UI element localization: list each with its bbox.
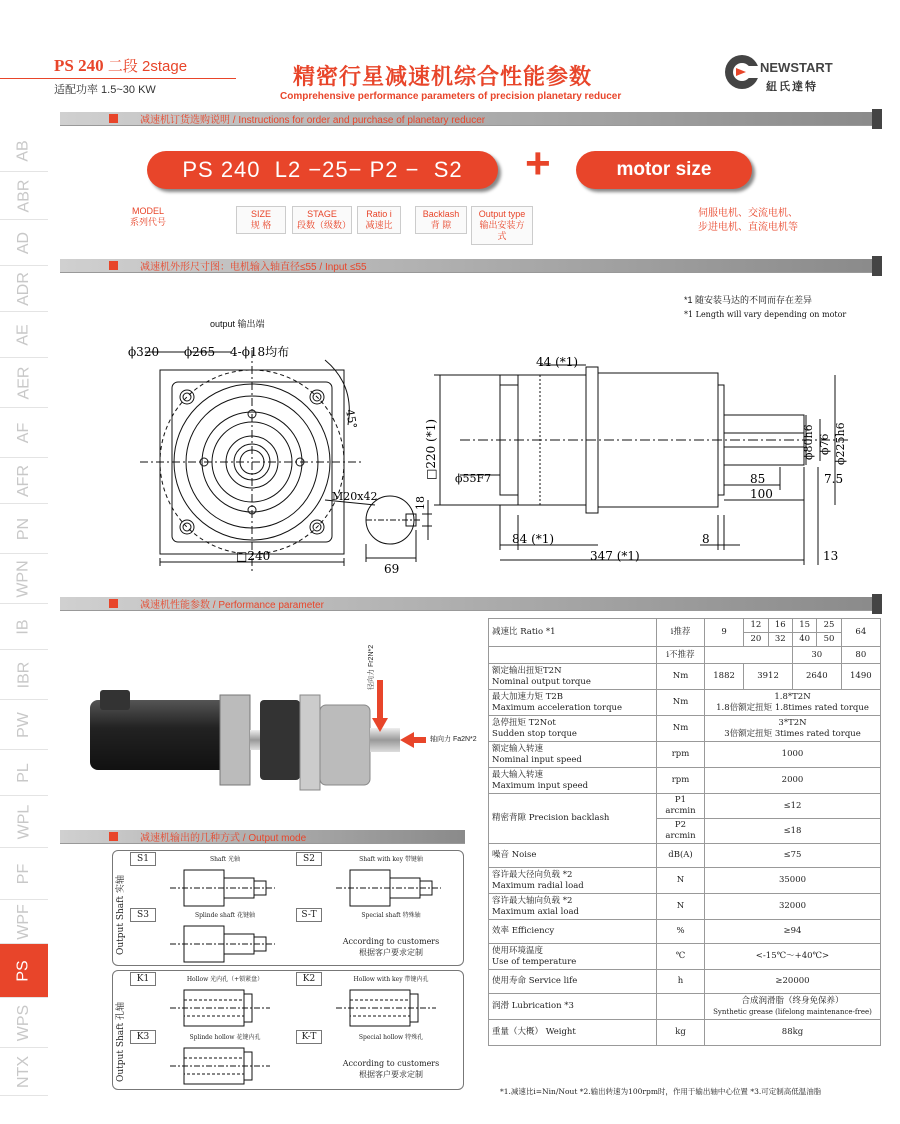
dim-44: 44 (*1): [536, 355, 579, 369]
side-tab-wpf[interactable]: [0, 900, 48, 944]
side-tab-aer[interactable]: [0, 358, 48, 408]
unit-cell: h: [657, 970, 705, 994]
unit-cell: ℃: [657, 944, 705, 970]
unit-cell: Nm: [657, 716, 705, 742]
ratio-cell: 20: [744, 633, 768, 647]
output-mode-shaft-icon: [140, 922, 300, 966]
side-tab-wpl[interactable]: [0, 796, 48, 848]
value-cell: 35000: [705, 868, 881, 894]
value-cell: ≤12: [705, 794, 881, 819]
custom-en: According to customers: [342, 1059, 440, 1068]
drawing-note-cn: *1 随安装马达的不同而存在差异: [684, 295, 813, 305]
custom-cn: 根据客户要求定制: [359, 1070, 423, 1079]
output-mode-desc: Hollow with key 带键内孔: [353, 976, 429, 983]
dim-75: 7.5: [824, 472, 844, 486]
motor-note: [698, 207, 798, 235]
custom-note: [326, 1058, 456, 1080]
value-sub: 1.8倍额定扭矩 1.8times rated torque: [716, 702, 869, 713]
front-view-drawing: [120, 330, 440, 575]
table-row: [489, 664, 881, 690]
param-en: Use of temperature: [492, 956, 577, 967]
output-mode-shaft-icon: [140, 1044, 300, 1088]
value-main: 1.8*T2N: [774, 691, 811, 702]
side-tab-label: AF: [14, 422, 32, 443]
table-row: [489, 647, 881, 664]
order-label-cn: 规 格: [250, 220, 272, 230]
order-label-cn: 段数（级数）: [297, 220, 352, 230]
output-mode-code: S-T: [296, 908, 322, 922]
output-mode-shaft-icon: [140, 986, 300, 1030]
unit-cell: Nm: [657, 690, 705, 716]
dim-220: □220 (*1): [424, 418, 438, 480]
product-photo: [80, 660, 480, 800]
side-tab-label: AER: [15, 366, 32, 399]
plus-sign: +: [525, 139, 551, 188]
param-label: [489, 664, 657, 690]
stage-text: 二段 2stage: [107, 58, 188, 75]
unit-cell: Nm: [657, 664, 705, 690]
i-nonrec-label: i不推荐: [657, 647, 705, 664]
dim-8: 8: [702, 532, 710, 546]
section-bar-order: [60, 112, 878, 126]
performance-table: [488, 618, 881, 1046]
ratio-cell: 12: [744, 619, 768, 633]
side-tab-label: PW: [15, 711, 32, 738]
side-tab-label: AE: [15, 323, 32, 346]
param-cn: 最大输入转速: [492, 769, 544, 780]
value-cell: 1882: [705, 664, 744, 690]
value-cell: 3912: [744, 664, 793, 690]
param-en: Nominal output torque: [492, 676, 591, 687]
output-mode-shaft-icon: [306, 866, 466, 910]
output-mode-desc: Special shaft 特殊轴: [361, 912, 421, 919]
page-title-cn: 精密行星减速机综合性能参数: [293, 64, 593, 89]
ratio-cell: 80: [841, 647, 880, 664]
unit-cell: N: [657, 868, 705, 894]
axial-force-label: 轴向力 Fa2N*2: [430, 736, 477, 743]
param-label: [489, 690, 657, 716]
value-cell: [705, 716, 881, 742]
param-label: [489, 768, 657, 794]
param-label: [489, 716, 657, 742]
dim-55: ϕ55F7: [455, 472, 492, 485]
unit-cell: [657, 994, 705, 1020]
custom-cn: 根据客户要求定制: [359, 948, 423, 957]
header-underline: [0, 78, 236, 79]
side-tab-abr[interactable]: [0, 172, 48, 220]
value-cell: [705, 994, 881, 1020]
side-tab-label: WPN: [14, 559, 32, 598]
order-label-cn: 减速比: [365, 220, 393, 230]
ratio-cell: 40: [792, 633, 816, 647]
section-end: [872, 109, 882, 129]
brand-logo: [722, 50, 832, 100]
dim-holes: 4-ϕ18均布: [230, 345, 290, 359]
side-tab-label: WPL: [14, 804, 32, 839]
dim-69: 69: [384, 562, 400, 576]
order-label-en: Output type: [478, 209, 526, 219]
output-mode-desc: Shaft 光轴: [209, 856, 241, 863]
value-main: 合成润滑脂（终身免保养）: [741, 995, 844, 1006]
dim-m20: M20x42: [332, 490, 378, 503]
order-label-0: [118, 206, 178, 228]
param-label: 效率 Efficiency: [489, 920, 657, 944]
value-cell: ≥94: [705, 920, 881, 944]
unit-cell: P1 arcmin: [657, 794, 705, 819]
side-tab-label: NTX: [15, 1055, 32, 1088]
side-tab-pl[interactable]: [0, 750, 48, 796]
side-tab-wps[interactable]: [0, 998, 48, 1048]
order-label-en: SIZE: [250, 209, 271, 219]
param-label: 精密背隙 Precision backlash: [489, 794, 657, 844]
output-mode-code: S3: [130, 908, 156, 922]
ratio-cell: 50: [817, 633, 841, 647]
param-label: 噪音 Noise: [489, 844, 657, 868]
order-label-2: [292, 206, 352, 234]
param-cn: 额定输入转速: [492, 743, 544, 754]
table-row: [489, 619, 881, 633]
section-bar-perf: [60, 597, 878, 611]
table-row: [489, 742, 881, 768]
side-tab-af[interactable]: [0, 408, 48, 458]
motor-size-text: motor size: [616, 159, 712, 180]
output-mode-shaft-icon: [140, 866, 300, 910]
value-cell: 88kg: [705, 1020, 881, 1046]
param-label: [489, 868, 657, 894]
unit-cell: N: [657, 894, 705, 920]
param-cn: 急停扭矩 T2Not: [492, 717, 556, 728]
param-cn: 使用环境温度: [492, 945, 544, 956]
dim-85: 85: [750, 472, 766, 486]
blank-cell: [489, 647, 657, 664]
side-tab-ae[interactable]: [0, 312, 48, 358]
output-mode-desc: Splinde shaft 花键轴: [194, 912, 255, 919]
unit-cell: rpm: [657, 742, 705, 768]
value-sub: 3倍额定扭矩 3times rated torque: [724, 728, 861, 739]
dim-347: 347 (*1): [590, 549, 640, 563]
dim-100: 100: [750, 487, 773, 501]
output-mode-code: S2: [296, 852, 322, 866]
table-row: [489, 794, 881, 819]
value-cell: ≤75: [705, 844, 881, 868]
page-title-en: Comprehensive performance parameters of precision planetary reducer: [280, 91, 622, 102]
drawing-note-en: *1 Length will vary depending on motor: [684, 310, 847, 319]
side-tab-label: AB: [15, 139, 32, 162]
order-label-4: [415, 206, 467, 234]
order-label-3: [357, 206, 401, 234]
section-end: [872, 594, 882, 614]
section-title: 减速机性能参数 / Performance parameter: [140, 600, 324, 611]
value-cell: 2000: [705, 768, 881, 794]
order-label-en: Backlash: [422, 209, 460, 219]
dim-84: 84 (*1): [512, 532, 555, 546]
section-bar-dims: [60, 259, 878, 273]
ratio-cell: 30: [792, 647, 841, 664]
param-en: Maximum radial load: [492, 880, 584, 891]
side-tab-ad[interactable]: [0, 220, 48, 266]
section-title: 减速机输出的几种方式 / Output mode: [140, 833, 307, 844]
ratio-cell: 15: [792, 619, 816, 633]
dim-265: ϕ265: [184, 345, 216, 359]
i-rec-label: i推荐: [657, 619, 705, 647]
order-label-cn: 背 隙: [430, 220, 452, 230]
param-en: Maximum input speed: [492, 780, 589, 791]
side-tab-label: WPF: [14, 903, 32, 940]
table-row: [489, 844, 881, 868]
section-end: [872, 256, 882, 276]
section-title: 减速机订货选购说明 / Instructions for order and purchase of planetary reducer: [140, 115, 486, 126]
dim-240: □240: [236, 549, 271, 563]
table-row: [489, 944, 881, 970]
section-marker: [109, 599, 118, 608]
param-en: Sudden stop torque: [492, 728, 577, 739]
brand-name: NEWSTART: [760, 60, 833, 75]
order-label-cn: 输出安装方式: [479, 220, 525, 241]
table-row: [489, 768, 881, 794]
dim-320: ϕ320: [128, 345, 160, 359]
side-tab-label: ADR: [15, 271, 32, 306]
output-mode-code: K2: [296, 972, 322, 986]
dim-13: 13: [823, 549, 839, 563]
dim-18: 18: [414, 496, 427, 510]
value-cell: [705, 690, 881, 716]
value-cell: 2640: [792, 664, 841, 690]
value-cell: <-15℃～+40℃>: [705, 944, 881, 970]
param-label: 重量（大概） Weight: [489, 1020, 657, 1046]
order-code-text: PS 240 L2 −25− P2 − S2: [182, 157, 463, 182]
param-cn: 容许最大轴向负载 *2: [492, 895, 573, 906]
side-tab-label: AD: [14, 231, 32, 254]
side-tab-label: PS: [15, 959, 32, 982]
unit-cell: P2 arcmin: [657, 819, 705, 844]
side-tab-label: IBR: [14, 661, 32, 688]
side-tab-afr[interactable]: [0, 458, 48, 504]
output-mode-code: K1: [130, 972, 156, 986]
value-sub: Synthetic grease (lifelong maintenance-free): [713, 1007, 872, 1016]
side-tab-ab[interactable]: [0, 130, 48, 172]
value-cell: ≤18: [705, 819, 881, 844]
param-cn: 额定输出扭矩T2N: [492, 665, 562, 676]
output-end-label: output 输出端: [210, 319, 265, 329]
param-label: 润滑 Lubrication *3: [489, 994, 657, 1020]
table-row: [489, 920, 881, 944]
value-cell: ≥20000: [705, 970, 881, 994]
ratio-cell: 64: [841, 619, 880, 647]
output-mode-shaft-icon: [306, 986, 466, 1030]
side-tab-label: ABR: [15, 179, 32, 212]
param-label: [489, 894, 657, 920]
output-mode-desc: Splinde hollow 花键内孔: [189, 1034, 261, 1041]
brand-cn: 紐氏達特: [766, 81, 818, 93]
side-tab-label: PN: [14, 517, 32, 540]
motor-note-line1: 伺服电机、交流电机、: [698, 208, 798, 219]
order-label-en: Ratio i: [366, 209, 392, 219]
side-tab-label: PF: [14, 863, 32, 884]
blank-cell: [705, 647, 793, 664]
unit-cell: rpm: [657, 768, 705, 794]
side-tab-label: PL: [14, 762, 32, 783]
unit-cell: dB(A): [657, 844, 705, 868]
param-label: [489, 742, 657, 768]
side-view-drawing: [424, 355, 870, 580]
motor-size-pill: [576, 151, 752, 189]
side-tab-wpn[interactable]: [0, 554, 48, 604]
param-cn: 容许最大径向负载 *2: [492, 869, 573, 880]
side-tab-label: IB: [15, 618, 32, 635]
dim-76: ϕ76: [818, 433, 831, 455]
motor-note-line2: 步进电机、直流电机等: [698, 222, 798, 233]
value-cell: 32000: [705, 894, 881, 920]
dim-45: 45°: [343, 408, 360, 430]
side-tab-ntx[interactable]: [0, 1048, 48, 1096]
param-en: Maximum acceleration torque: [492, 702, 623, 713]
side-tab-label: AFR: [15, 464, 32, 497]
section-title: 减速机外形尺寸图：电机输入轴直径≤55 / Input ≤55: [140, 262, 367, 273]
table-row: [489, 868, 881, 894]
section-marker: [109, 832, 118, 841]
shaft-group-label: Output Shaft 实轴: [116, 875, 126, 955]
order-label-en: STAGE: [307, 209, 337, 219]
radial-force-label: 径向力 Fr2N*2: [368, 644, 375, 690]
ratio-label: 减速比 Ratio *1: [489, 619, 657, 647]
power-text: 适配功率 1.5~30 KW: [54, 84, 156, 96]
output-mode-desc: Shaft with key 带键轴: [359, 856, 423, 863]
ratio-cell: 16: [768, 619, 792, 633]
param-en: Nominal input speed: [492, 754, 582, 765]
value-cell: 1490: [841, 664, 880, 690]
side-tab-ib[interactable]: [0, 604, 48, 650]
dim-80: ϕ80h6: [802, 424, 815, 460]
side-tab-pw[interactable]: [0, 700, 48, 750]
section-bar-output: [60, 830, 465, 844]
model-title: [54, 55, 187, 76]
hollow-group-label: Output Shaft 孔轴: [116, 1002, 126, 1082]
order-code-pill: [147, 151, 498, 189]
custom-en: According to customers: [342, 937, 440, 946]
param-label: [489, 944, 657, 970]
order-label-cn: 系列代号: [129, 217, 166, 227]
output-mode-desc: Hollow 光内孔（+锁紧盘）: [186, 976, 264, 983]
table-row: [489, 994, 881, 1020]
section-marker: [109, 114, 118, 123]
output-mode-code: S1: [130, 852, 156, 866]
side-tab-adr[interactable]: [0, 266, 48, 312]
value-main: 3*T2N: [778, 717, 807, 728]
order-label-en: MODEL: [131, 206, 164, 216]
unit-cell: %: [657, 920, 705, 944]
order-label-1: [236, 206, 286, 234]
side-tab-pf[interactable]: [0, 848, 48, 900]
table-row: [489, 970, 881, 994]
value-cell: 1000: [705, 742, 881, 768]
ratio-cell: 25: [817, 619, 841, 633]
output-mode-code: K-T: [296, 1030, 322, 1044]
table-footnote: *1.减速比i=Nin/Nout *2.输出转速为100rpm时，作用于输出轴中心位置 *3.可定制高低温油脂: [500, 1087, 822, 1096]
model-name: PS 240: [54, 56, 104, 75]
param-cn: 最大加速力矩 T2B: [492, 691, 564, 702]
dim-225: ϕ225h6: [834, 422, 847, 465]
side-tab-label: WPS: [14, 1004, 32, 1041]
custom-note: [326, 936, 456, 958]
side-tab-ibr[interactable]: [0, 650, 48, 700]
param-en: Maximum axial load: [492, 906, 579, 917]
order-label-5: [471, 206, 533, 245]
unit-cell: kg: [657, 1020, 705, 1046]
ratio-cell: 32: [768, 633, 792, 647]
output-mode-code: K3: [130, 1030, 156, 1044]
table-row: [489, 894, 881, 920]
ratio-cell: 9: [705, 619, 744, 647]
section-marker: [109, 261, 118, 270]
side-tab-ps[interactable]: [0, 944, 48, 998]
output-mode-desc: Special hollow 特殊孔: [358, 1034, 424, 1041]
param-label: 使用寿命 Service life: [489, 970, 657, 994]
table-row: [489, 716, 881, 742]
side-tab-pn[interactable]: [0, 504, 48, 554]
table-row: [489, 1020, 881, 1046]
table-row: [489, 690, 881, 716]
